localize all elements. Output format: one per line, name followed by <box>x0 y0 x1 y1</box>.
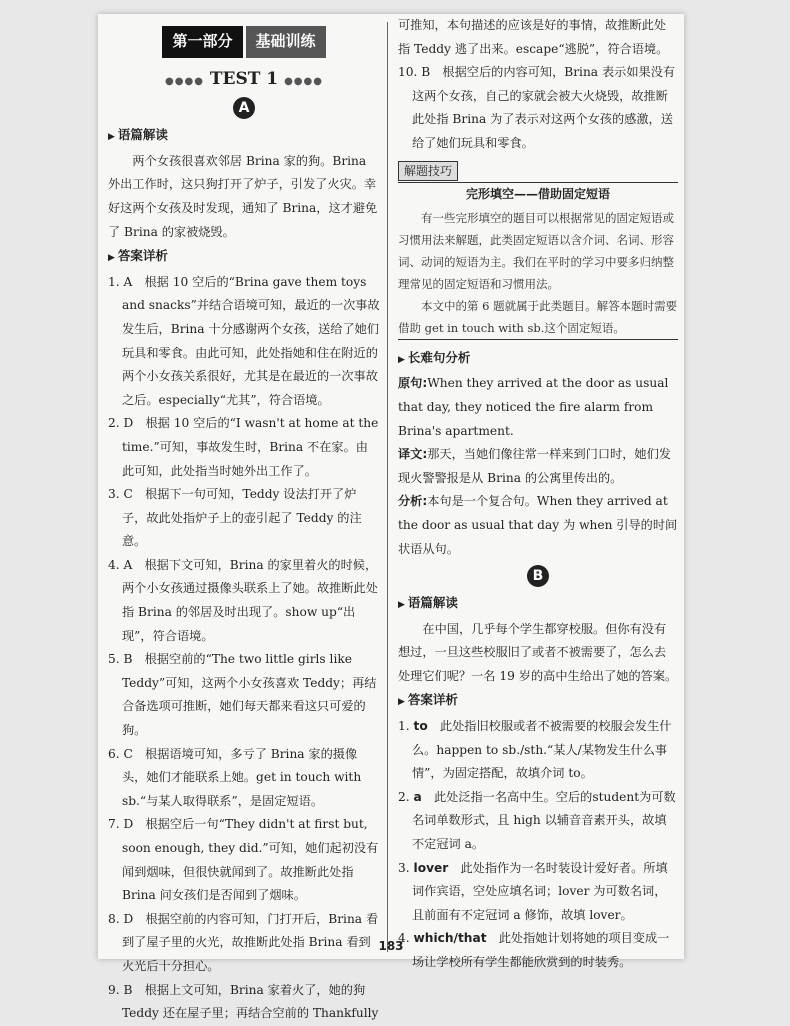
triangle-icon: ▶ <box>398 600 405 611</box>
answer-item: 2. a 此处泛指一名高中生。空后的student为可数名词单数形式，且 high 以辅音音素开头，故填不定冠词 a。 <box>398 789 676 852</box>
answer-item: 2. D 根据 10 空后的“I wasn't at home at the time.”可知，事故发生时，Brina 不在家。由此可知，此处指当时她外出工作了。 <box>108 416 379 478</box>
answer-item: 3. lover 此处指作为一名时装设计爱好者。所填词作宾语，空处应填名词；lover 为可数名词，且前面有不定冠词 a 修饰，故填 lover。 <box>398 860 668 922</box>
part-label: 第一部分 <box>162 26 242 58</box>
answer-item: 9. B 根据上文可知，Brina 家着火了，她的狗 Teddy 还在屋子里；再结合空前的 Thankfully <box>108 982 379 1021</box>
section-heading: ▶ 答案详析 <box>398 692 458 708</box>
triangle-icon: ▶ <box>398 697 405 708</box>
answer-item: 4. A 根据下文可知，Brina 的家里着火的时候，两个小女孩通过摄像头联系上了她。故推断此处指 Brina 的邻居及时出现了。show up“出现”，符合语境。 <box>108 557 378 643</box>
tips-title: 完形填空——借助固定短语 <box>465 187 610 202</box>
triangle-icon: ▶ <box>108 253 115 264</box>
dots-decoration: ●●●● <box>284 75 323 87</box>
tips-box <box>398 160 678 340</box>
left-column <box>108 14 380 1026</box>
passage-summary: 两个女孩很喜欢邻居 Brina 家的狗。Brina 外出工作时，这只狗打开了炉子，引发了火灾。幸好这两个女孩及时发现，通知了 Brina，这才避免了 Brina 的家被烧毁。 <box>108 153 378 239</box>
triangle-icon: ▶ <box>108 132 115 143</box>
section-heading: ▶ 语篇解读 <box>398 595 458 611</box>
passage-summary: 在中国，几乎每个学生都穿校服。但你有没有想过，一旦这些校服旧了或者不被需要了，怎么去处理它们呢？一名 19 岁的高中生给出了她的答案。 <box>398 621 678 683</box>
answer-item: 4. which/that 此处指她计划将她的项目变成一场让学校所有学生都能欣赏到的时装秀。 <box>398 931 670 969</box>
answer-item: 7. D 根据空后一句“They didn't at first but, soon enough, they did.”可知，她们起初没有闻到烟味，但很快就闻到了。故推断此处指 Brina 问女孩们是否闻到了烟味。 <box>108 817 379 903</box>
translation: 译文:那天，当她们像往常一样来到门口时，她们发现火警警报是从 Brina 的公寓里传出的。 <box>398 447 671 485</box>
section-heading: ▶ 长难句分析 <box>398 349 471 365</box>
answer-item: 10. B 根据空后的内容可知，Brina 表示如果没有这两个女孩，自己的家就会被大火烧毁，故推断此处指 Brina 为了表示对这两个女孩的感激，送给了她们玩具和零食。 <box>398 65 676 150</box>
answer-item: 1. A 根据 10 空后的“Brina gave them toys and snacks”并结合语境可知，最近的一次事故发生后，Brina 十分感谢两个女孩，送给了她们玩具和零食。由此可知，此处指她和住在附近的两个小女孩关系很好，尤其是在最近的一次事故之后。especially“尤其”，符合语境。 <box>108 274 380 407</box>
part-header <box>108 26 380 58</box>
test-title <box>108 68 380 94</box>
section-b-badge: B <box>527 565 549 587</box>
dots-decoration: ●●●● <box>165 75 204 87</box>
right-column <box>398 14 678 975</box>
answer-item: 1. to 此处指旧校服或者不被需要的校服会发生什么。happen to sb./sth.“某人/某物发生什么事情”，为固定搭配，故填介词 to。 <box>398 719 672 781</box>
part-title: 基础训练 <box>246 26 326 58</box>
tips-rule <box>398 339 678 340</box>
answer-item: 3. C 根据下一句可知，Teddy 设法打开了炉子，故此处指炉子上的壶引起了 Teddy 的注意。 <box>108 487 362 549</box>
section-a-badge: A <box>233 97 255 119</box>
page-number: 183 <box>378 939 404 953</box>
section-heading: ▶ 答案详析 <box>108 248 168 264</box>
tips-label: 解题技巧 <box>398 161 458 181</box>
tips-paragraph: 本文中的第 6 题就属于此类题目。解答本题时需要借助 get in touch with sb.这个固定短语。 <box>398 298 678 335</box>
original-sentence: 原句:When they arrived at the door as usual that day, they noticed the fire alarm from Brina's apartment. <box>398 376 669 438</box>
column-divider <box>387 22 388 952</box>
answer-continuation: 可推知，本句描述的应该是好的事情，故推断此处指 Teddy 逃了出来。escape“逃脱”，符合语境。 <box>398 18 669 56</box>
section-heading: ▶ 语篇解读 <box>108 127 168 143</box>
analysis: 分析:本句是一个复合句。When they arrived at the door as usual that day 为 when 引导的时间状语从句。 <box>398 494 678 556</box>
answer-item: 8. D 根据空前的内容可知，门打开后，Brina 看到了屋子里的火光，故推断此处指 Brina 看到火光后十分担心。 <box>108 911 379 973</box>
answer-item: 6. C 根据语境可知，多亏了 Brina 家的摄像头，她们才能联系上她。get in touch with sb.“与某人取得联系”，是固定短语。 <box>108 746 362 808</box>
tips-paragraph: 有一些完形填空的题目可以根据常见的固定短语或习惯用法来解题，此类固定短语以含介词、名词、形容词、动词的短语为主。我们在平时的学习中要多归纳整理常见的固定短语和习惯用法。 <box>398 210 674 291</box>
test-title-text: TEST 1 <box>209 68 279 89</box>
triangle-icon: ▶ <box>398 354 405 365</box>
book-page <box>98 14 684 1021</box>
answer-item: 5. B 根据空前的“The two little girls like Teddy”可知，这两个小女孩喜欢 Teddy；再结合备选项可推断，她们每天都来看这只可爱的狗。 <box>108 652 377 738</box>
